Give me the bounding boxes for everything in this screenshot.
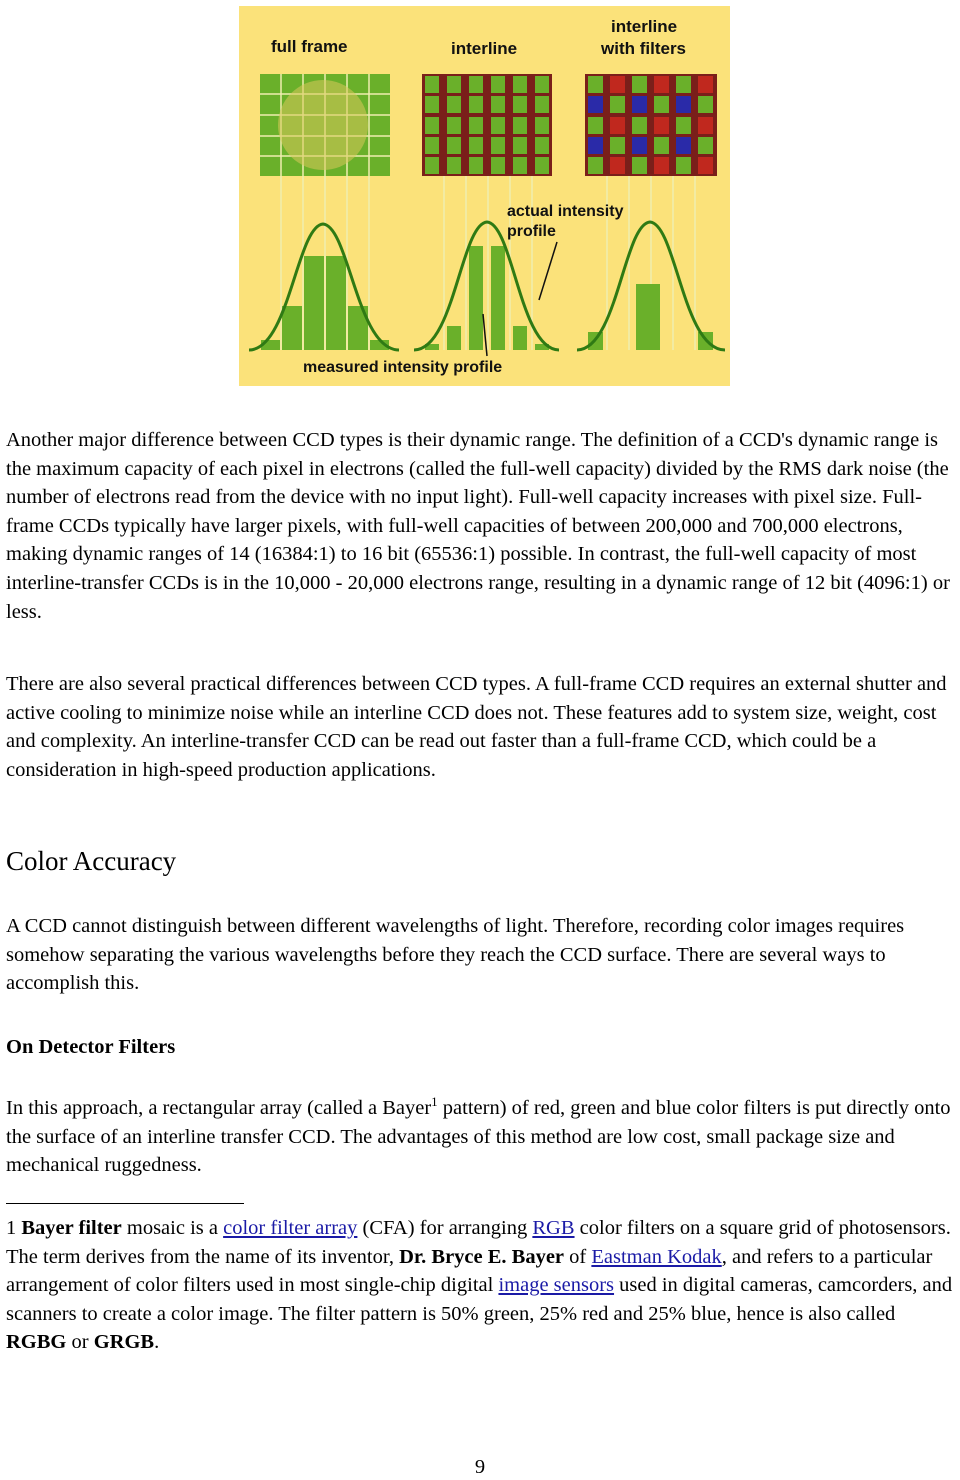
bayer-text-a: In this approach, a rectangular array (called a Bayer <box>6 1097 432 1119</box>
link-eastman-kodak[interactable]: Eastman Kodak <box>591 1245 722 1268</box>
link-rgb[interactable]: RGB <box>532 1217 575 1239</box>
footnote-number: 1 <box>6 1217 22 1239</box>
footnote-text: used in digital cameras, camcorders, and scanners to create a color image. The filter pattern is 50% green, 25% red and 25% blue, hence is also called <box>6 1274 953 1325</box>
label-measured: measured intensity profile <box>303 359 503 376</box>
label-actual-1: actual intensity <box>507 203 624 220</box>
label-actual-2: profile <box>507 223 556 240</box>
link-image-sensors[interactable]: image sensors <box>498 1274 615 1297</box>
heading-on-detector-filters: On Detector Filters <box>6 1036 176 1058</box>
label-full-frame: full frame <box>271 37 348 56</box>
footnote-text: . <box>154 1331 160 1354</box>
label-interline: interline <box>451 39 518 58</box>
filter-sensor <box>585 74 717 176</box>
interline-sensor <box>422 74 552 176</box>
paragraph-dynamic-range: Another major difference between CCD types is their dynamic range. The definition of a CCD's dynamic range is the maximum capacity of each pixel in electrons (called the full-well capacity) divided by the RMS dark noise (the number of electrons read from the device with no input light). Full-well capacity increases with pixel size. Full-frame CCDs typically have larger pixels, with full-well capacities of between 200,000 and 700,000 electrons, making dynamic ranges of 14 (16384:1) to 16 bit (65536:1) possible. In contrast, the full-well capacity of most interline-transfer CCDs is in the 10,000 - 20,000 electrons range, resulting in a dynamic range of 12 bit (4096:1) or less. <box>6 429 950 623</box>
footnote-bold-grgb: GRGB <box>93 1331 155 1354</box>
ccd-diagram <box>239 6 730 386</box>
footnote <box>6 1214 958 1357</box>
link-color-filter-array[interactable]: color filter array <box>223 1217 358 1239</box>
paragraph-practical-differences: There are also several practical differences between CCD types. A full-frame CCD requires an external shutter and active cooling to minimize noise while an interline CCD does not. These features add to system size, weight, cost and complexity. An interline-transfer CCD can be read out faster than a full-frame CCD, which could be a consideration in high-speed production applications. <box>6 673 947 781</box>
footnote-divider <box>6 1203 244 1204</box>
paragraph-color-accuracy: A CCD cannot distinguish between different wavelengths of light. Therefore, recording color images requires somehow separating the various wavelengths before they reach the CCD surface. There are several ways to accomplish this. <box>6 915 905 995</box>
footnote-ref[interactable]: 1 <box>431 1094 438 1110</box>
footnote-text: (CFA) for arranging <box>357 1217 533 1239</box>
footnote-text: of <box>564 1245 592 1268</box>
page-number: 9 <box>474 1456 486 1478</box>
footnote-text: color filters on a square grid of photosensors. The term derives from the name of its inventor, <box>6 1217 951 1268</box>
paragraph-bayer <box>6 1094 958 1180</box>
footnote-text: mosaic is a <box>121 1217 224 1239</box>
ccd-types-figure <box>239 6 730 386</box>
light-spot <box>278 80 368 170</box>
bayer-text-b: pattern) of red, green and blue color filters is put directly onto the surface of an interline transfer CCD. The advantages of this method are low cost, small package size and mechanical ruggedness. <box>6 1097 951 1177</box>
label-interline-filters-1: interline <box>611 17 678 36</box>
footnote-text: , and refers to a particular arrangement of color filters used in most single-chip digital <box>6 1245 933 1297</box>
footnote-bold-rgbg: RGBG <box>6 1331 67 1354</box>
label-interline-filters-2: with filters <box>601 39 687 58</box>
heading-color-accuracy: Color Accuracy <box>6 846 177 876</box>
footnote-bold-bayer-filter: Bayer filter <box>21 1217 122 1239</box>
footnote-bold-inventor: Dr. Bryce E. Bayer <box>399 1245 565 1268</box>
footnote-text: or <box>66 1331 94 1354</box>
